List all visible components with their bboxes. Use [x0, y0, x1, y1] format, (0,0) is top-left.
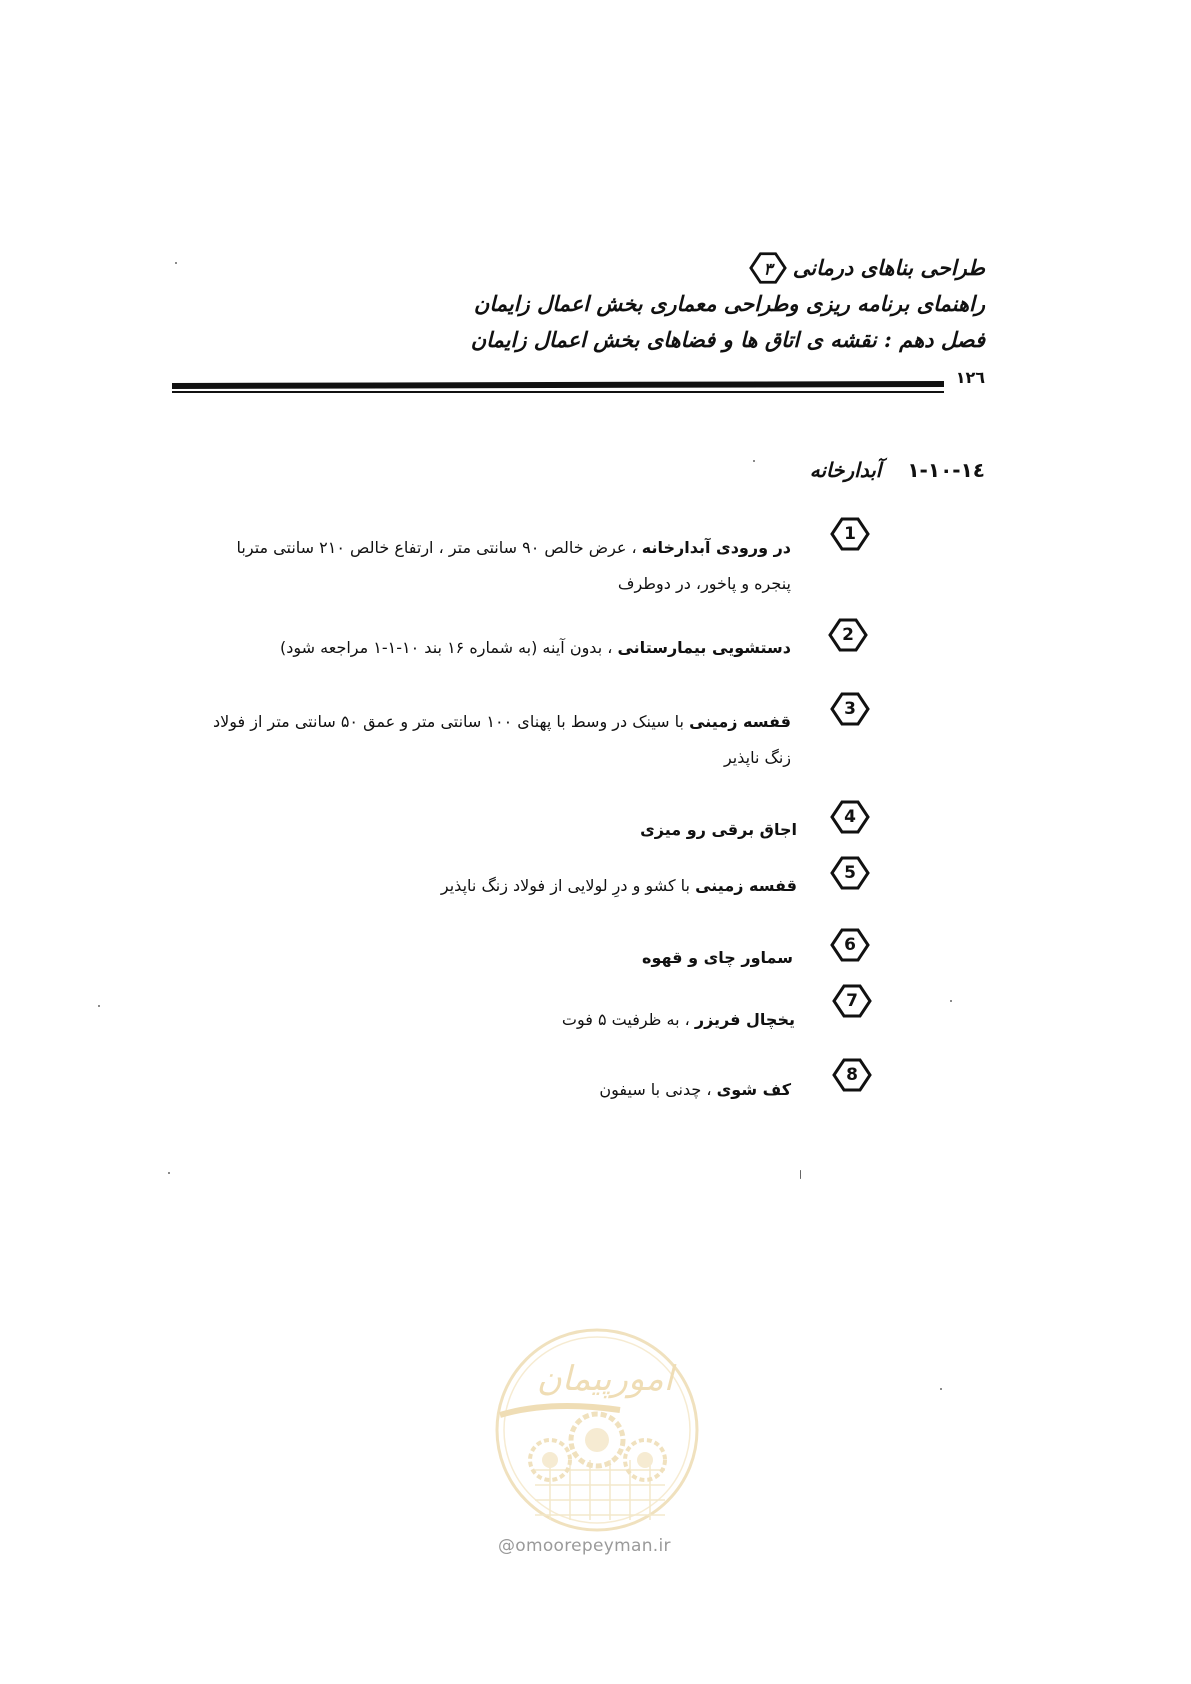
- item-2-badge-icon: [828, 618, 868, 652]
- item-2-line-1: [171, 630, 791, 666]
- item-7-label: یخچال فریزر: [694, 1010, 795, 1029]
- item-3-line-1: [141, 704, 791, 740]
- item-6-line-1: [173, 940, 793, 976]
- item-7-line-1: [175, 1002, 795, 1038]
- item-8-line-1: [171, 1072, 791, 1108]
- item-3-badge-icon: [830, 692, 870, 726]
- subtitle: راهنمای برنامه ریزی وطراحی معماری بخش اعمال زایمان: [473, 291, 985, 316]
- scan-speck: [950, 1000, 952, 1002]
- watermark-logo-icon: [480, 1320, 715, 1620]
- item-1-line-2: پنجره و پاخور، در دوطرف: [617, 574, 791, 593]
- item-5-detail: با کشو و درِ لولایی از فولاد زنگ ناپذیر: [440, 876, 696, 895]
- watermark-logo-text: امورپیمان: [536, 1359, 674, 1399]
- scan-speck: [175, 262, 177, 264]
- section-title: آبدارخانه: [809, 458, 882, 482]
- page-header: [265, 250, 985, 358]
- item-6-label: سماور چای و قهوه: [642, 948, 793, 967]
- item-1-detail: ، عرض خالص ۹۰ سانتی متر ، ارتفاع خالص ۲۱۰ سانتی متربا: [236, 538, 642, 557]
- list-item: [171, 1072, 791, 1108]
- chapter-title: فصل دهم : نقشه ی اتاق ها و فضاهای بخش اعمال زایمان: [470, 327, 985, 352]
- book-title-row: [265, 250, 985, 286]
- item-7-badge-number: 7: [846, 991, 858, 1011]
- header-rule-thick: [172, 381, 944, 389]
- list-item: [177, 868, 797, 904]
- item-2-label: دستشویی بیمارستانی: [617, 638, 791, 657]
- item-5-label: قفسه زمینی: [695, 876, 797, 895]
- item-3-label: قفسه زمینی: [689, 712, 791, 731]
- item-5-badge-icon: [830, 856, 870, 890]
- page-number: ۱۲٦: [955, 368, 985, 387]
- item-1-label: در ورودی آبدارخانه: [641, 538, 791, 557]
- section-number: ۱۰-۱٤-۱: [907, 458, 985, 482]
- item-6-badge-icon: [830, 928, 870, 962]
- header-rule-thin: [172, 391, 944, 393]
- list-item: [171, 530, 791, 602]
- item-8-detail: ، چدنی با سیفون: [599, 1080, 717, 1099]
- item-7-detail: ، به ظرفیت ۵ فوت: [561, 1010, 695, 1029]
- item-2-detail: ، بدون آینه (به شماره ۱۶ بند ۱۰-۱-۱ مراجعه شود): [280, 638, 618, 657]
- list-item: [171, 630, 791, 666]
- list-item: [177, 812, 797, 848]
- item-3-badge-number: 3: [844, 699, 856, 719]
- scan-speck: [800, 1170, 801, 1179]
- hexagon-badge-icon: [749, 251, 787, 285]
- item-8-badge-number: 8: [846, 1065, 858, 1085]
- item-1-line-1: [171, 530, 791, 566]
- item-8-label: کف شوی: [716, 1080, 791, 1099]
- item-5-line-1: [177, 868, 797, 904]
- scan-speck: [940, 1388, 942, 1390]
- list-item: [141, 704, 791, 776]
- item-4-label: اجاق برقی رو میزی: [640, 820, 797, 839]
- item-3-line-2: زنگ ناپذیر: [723, 748, 791, 767]
- scan-speck: [98, 1005, 100, 1007]
- header-rule: [172, 382, 944, 394]
- item-1-badge-icon: [830, 517, 870, 551]
- book-title: طراحی بناهای درمانی: [792, 255, 985, 280]
- scan-speck: [753, 460, 755, 462]
- watermark-site: @omoorepeyman.ir: [498, 1536, 671, 1556]
- book-badge-number: ۳: [763, 259, 773, 279]
- item-5-badge-number: 5: [844, 863, 856, 883]
- item-4-line-1: [177, 812, 797, 848]
- list-item: [173, 940, 793, 976]
- scan-speck: [168, 1172, 170, 1174]
- item-4-badge-number: 4: [844, 807, 856, 827]
- item-1-badge-number: 1: [844, 524, 856, 544]
- item-4-badge-icon: [830, 800, 870, 834]
- section-heading: [810, 458, 985, 482]
- item-2-badge-number: 2: [842, 625, 854, 645]
- item-6-badge-number: 6: [844, 935, 856, 955]
- item-7-badge-icon: [832, 984, 872, 1018]
- item-3-detail: با سینک در وسط با پهنای ۱۰۰ سانتی متر و عمق ۵۰ سانتی متر از فولاد: [213, 712, 690, 731]
- item-8-badge-icon: [832, 1058, 872, 1092]
- list-item: [175, 1002, 795, 1038]
